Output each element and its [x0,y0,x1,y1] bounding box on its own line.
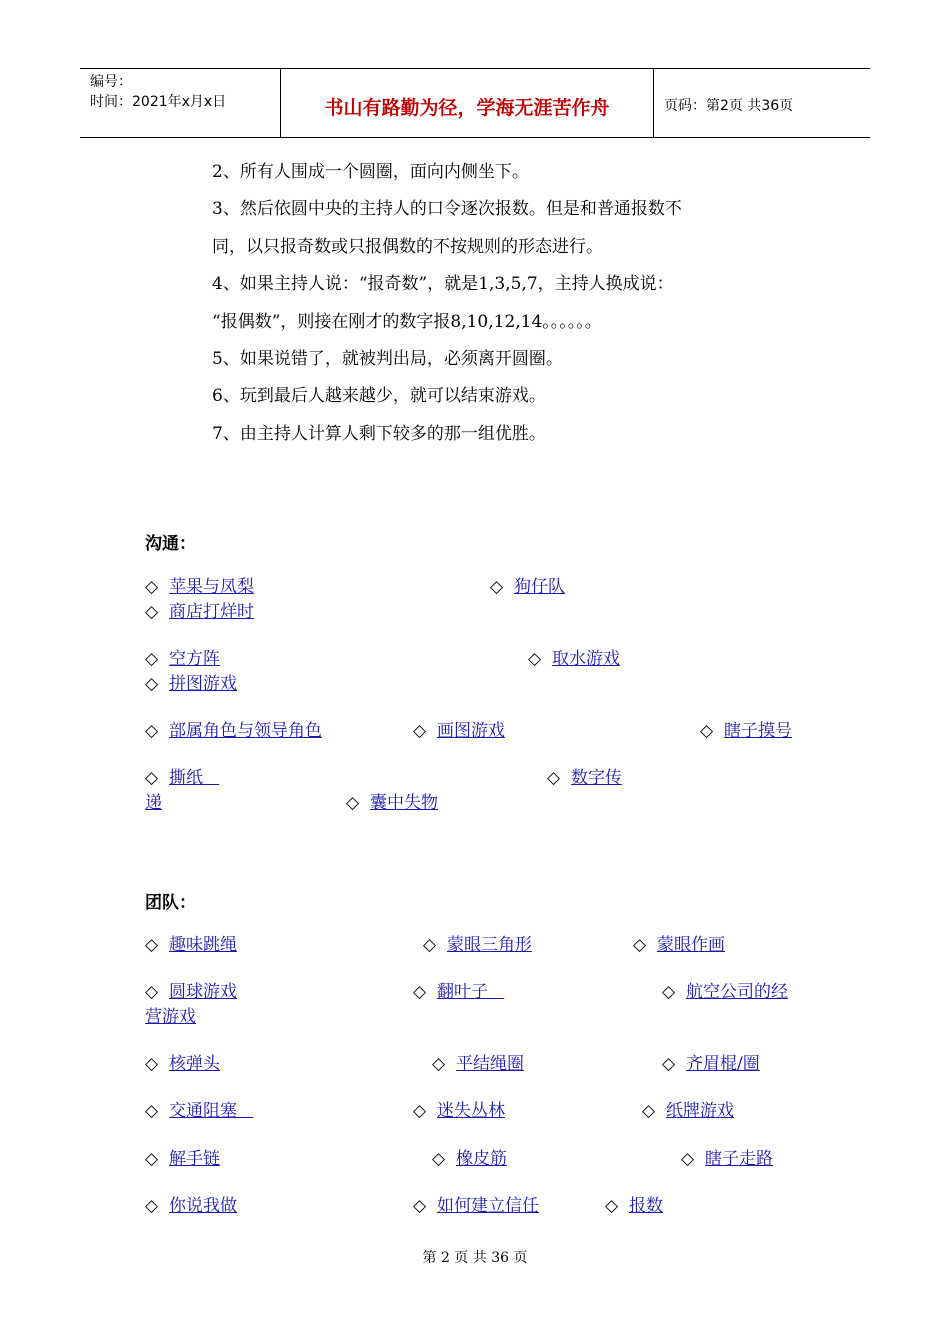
game-link[interactable]: 交通阻塞 [169,1101,237,1121]
game-link[interactable]: 核弹头 [169,1054,220,1074]
game-link[interactable]: 如何建立信任 [437,1196,539,1216]
diamond-icon: ◇ [346,793,360,813]
list-item [547,768,622,788]
list-item [145,793,162,813]
list-item [413,721,505,741]
link-underline-tail [237,1101,253,1121]
list-item [145,935,237,955]
link-underline-tail [488,982,504,1002]
diamond-icon: ◇ [145,1101,159,1121]
list-item [145,577,254,597]
diamond-icon: ◇ [528,649,542,669]
game-link[interactable]: 解手链 [169,1149,220,1169]
game-link[interactable]: 纸牌游戏 [666,1101,734,1121]
list-item [633,935,725,955]
diamond-icon: ◇ [700,721,714,741]
rule-paragraph: 4、如果主持人说：“报奇数”，就是1,3,5,7，主持人换成说： [212,274,674,294]
list-item [145,1149,220,1169]
diamond-icon: ◇ [145,577,159,597]
list-item [145,982,237,1002]
diamond-icon: ◇ [432,1149,446,1169]
diamond-icon: ◇ [432,1054,446,1074]
list-item [700,721,792,741]
list-item [432,1054,524,1074]
game-link[interactable]: 圆球游戏 [169,982,237,1002]
list-item [413,982,504,1002]
section-title-team: 团队： [145,893,196,913]
list-item [413,1101,505,1121]
game-link[interactable]: 你说我做 [169,1196,237,1216]
list-item [145,721,322,741]
list-item [145,602,254,622]
diamond-icon: ◇ [145,768,159,788]
diamond-icon: ◇ [681,1149,695,1169]
header-right-cell [654,69,870,137]
header-left-cell [80,69,281,137]
game-link[interactable]: 拼图游戏 [169,674,237,694]
link-underline-tail [203,768,219,788]
list-item [145,1007,196,1027]
list-item [145,1101,253,1121]
diamond-icon: ◇ [662,982,676,1002]
game-link[interactable]: 递 [145,793,162,813]
list-item [145,1196,237,1216]
diamond-icon: ◇ [145,1149,159,1169]
list-item [145,768,219,788]
diamond-icon: ◇ [662,1054,676,1074]
rule-paragraph: 3、然后依圆中央的主持人的口令逐次报数。但是和普通报数不 [212,199,682,219]
list-item [642,1101,734,1121]
rule-paragraph: “报偶数”，则接在刚才的数字报8,10,12,14。。。。。。 [212,312,602,332]
diamond-icon: ◇ [145,721,159,741]
diamond-icon: ◇ [145,1054,159,1074]
time-label: 时间：2021年x月x日 [90,94,227,110]
motto: 书山有路勤为径，学海无涯苦作舟 [324,97,610,119]
rule-paragraph: 7、由主持人计算人剩下较多的那一组优胜。 [212,424,546,444]
diamond-icon: ◇ [633,935,647,955]
list-item [662,982,788,1002]
list-item [490,577,565,597]
page-header [80,68,870,138]
diamond-icon: ◇ [145,935,159,955]
game-link[interactable]: 趣味跳绳 [169,935,237,955]
game-link[interactable]: 报数 [629,1196,663,1216]
diamond-icon: ◇ [547,768,561,788]
diamond-icon: ◇ [413,982,427,1002]
diamond-icon: ◇ [642,1101,656,1121]
diamond-icon: ◇ [605,1196,619,1216]
list-item [432,1149,507,1169]
diamond-icon: ◇ [413,1101,427,1121]
game-link[interactable]: 翻叶子 [437,982,488,1002]
rule-paragraph: 5、如果说错了，就被判出局，必须离开圆圈。 [212,349,563,369]
diamond-icon: ◇ [145,602,159,622]
game-link[interactable]: 囊中失物 [370,793,438,813]
game-link[interactable]: 数字传 [571,768,622,788]
game-link[interactable]: 瞎子摸号 [724,721,792,741]
list-item [605,1196,663,1216]
diamond-icon: ◇ [145,674,159,694]
page-info: 页码：第2页 共36页 [664,98,794,114]
diamond-icon: ◇ [413,721,427,741]
game-link[interactable]: 迷失丛林 [437,1101,505,1121]
game-link[interactable]: 航空公司的经 [686,982,788,1002]
game-link[interactable]: 画图游戏 [437,721,505,741]
diamond-icon: ◇ [413,1196,427,1216]
game-link[interactable]: 部属角色与领导角色 [169,721,322,741]
header-middle-cell [281,69,654,137]
diamond-icon: ◇ [145,649,159,669]
game-link[interactable]: 撕纸 [169,768,203,788]
list-item [681,1149,773,1169]
game-link[interactable]: 齐眉棍/圈 [686,1054,760,1074]
rule-paragraph: 6、玩到最后人越来越少，就可以结束游戏。 [212,386,546,406]
page-footer: 第 2 页 共 36 页 [422,1250,528,1266]
diamond-icon: ◇ [423,935,437,955]
game-link[interactable]: 平结绳圈 [456,1054,524,1074]
game-link[interactable]: 狗仔队 [514,577,565,597]
list-item [423,935,532,955]
game-link[interactable]: 瞎子走路 [705,1149,773,1169]
diamond-icon: ◇ [145,982,159,1002]
list-item [346,793,438,813]
game-link[interactable]: 橡皮筋 [456,1149,507,1169]
game-link[interactable]: 空方阵 [169,649,220,669]
game-link[interactable]: 商店打烊时 [169,602,254,622]
rule-paragraph: 2、所有人围成一个圆圈，面向内侧坐下。 [212,162,529,182]
list-item [528,649,620,669]
list-item [413,1196,539,1216]
game-link[interactable]: 苹果与凤梨 [169,577,254,597]
rule-paragraph: 同，以只报奇数或只报偶数的不按规则的形态进行。 [212,237,603,257]
diamond-icon: ◇ [145,1196,159,1216]
game-link[interactable]: 取水游戏 [552,649,620,669]
diamond-icon: ◇ [490,577,504,597]
section-title-communication: 沟通： [145,534,196,554]
game-link[interactable]: 蒙眼作画 [657,935,725,955]
number-label: 编号： [90,74,132,90]
game-link[interactable]: 蒙眼三角形 [447,935,532,955]
list-item [145,674,237,694]
list-item [145,649,220,669]
list-item [662,1054,760,1074]
list-item [145,1054,220,1074]
game-link[interactable]: 营游戏 [145,1007,196,1027]
